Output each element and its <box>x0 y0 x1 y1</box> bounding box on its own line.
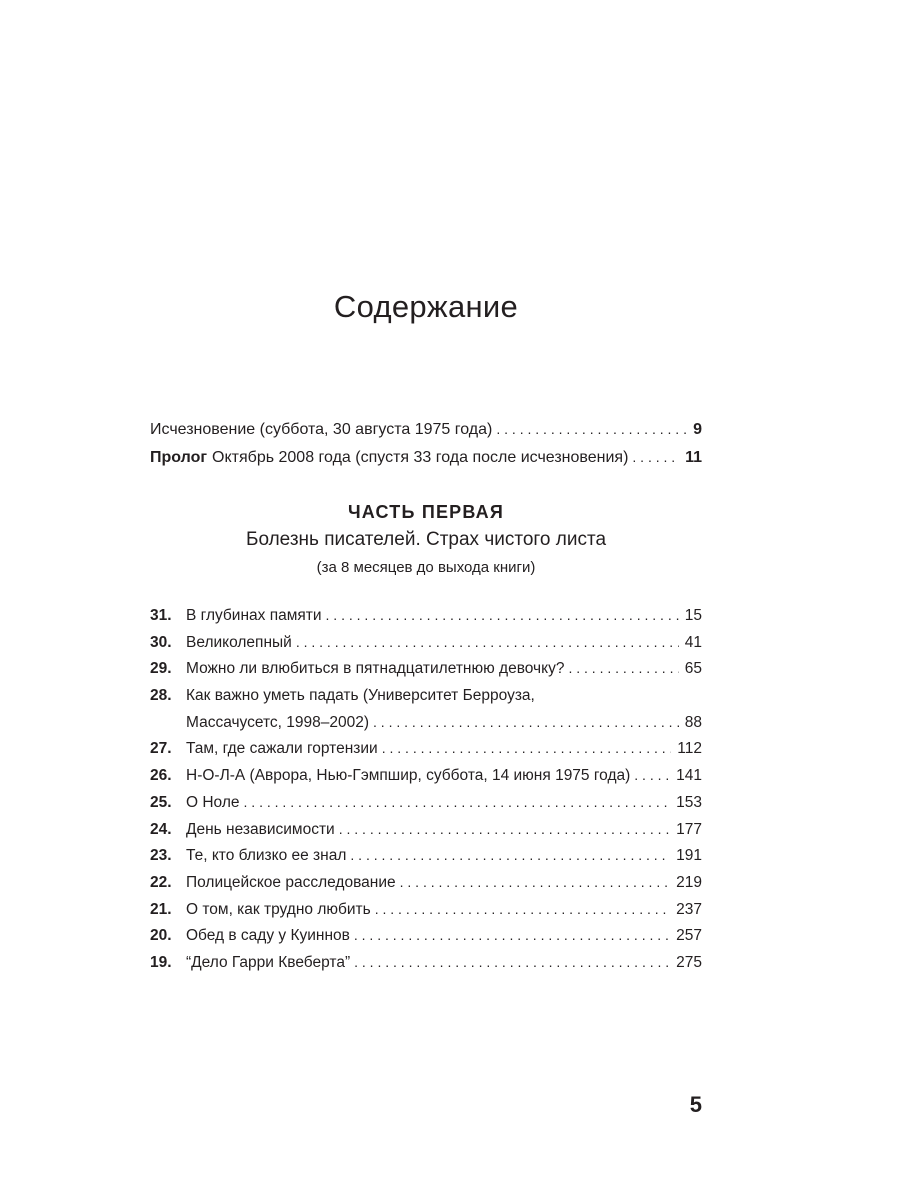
page-number: 5 <box>689 1092 702 1117</box>
chapter-page: 153 <box>676 793 702 811</box>
part-note: (за 8 месяцев до выхода книги) <box>316 559 536 576</box>
chapter-title: В глубинах памяти <box>186 607 322 624</box>
dot-leader <box>296 634 679 650</box>
chapter-number: 22. <box>150 873 172 891</box>
dot-leader <box>373 714 679 730</box>
dot-leader <box>400 874 671 890</box>
chapter-entry <box>150 927 702 954</box>
entry-title: Исчезновение (суббота, 30 августа 1975 года) <box>150 421 493 438</box>
chapter-page: 275 <box>676 953 702 971</box>
front-matter-list <box>150 421 702 477</box>
entry-page: 11 <box>685 449 702 466</box>
dot-leader <box>339 821 670 837</box>
dot-leader <box>496 421 687 437</box>
chapter-number: 26. <box>150 767 172 785</box>
chapter-number: 20. <box>150 927 172 945</box>
chapter-page: 65 <box>684 660 702 678</box>
dot-leader <box>375 901 670 917</box>
chapter-page: 219 <box>676 873 702 891</box>
chapter-entry-continuation <box>150 714 702 741</box>
part-subtitle: Болезнь писателей. Страх чистого листа <box>245 529 607 550</box>
chapter-list <box>150 607 702 981</box>
chapter-page: 191 <box>676 847 702 865</box>
chapter-number: 23. <box>150 847 172 865</box>
part-header <box>150 500 702 580</box>
chapter-title: Там, где сажали гортензии <box>186 740 378 758</box>
chapter-title: “Дело Гарри Квеберта” <box>186 953 351 971</box>
chapter-entry <box>150 767 702 794</box>
chapter-title: День независимости <box>186 820 335 838</box>
chapter-page: 177 <box>676 820 702 838</box>
chapter-title: Полицейское расследование <box>186 873 396 891</box>
chapter-number: 29. <box>150 660 172 678</box>
chapter-page: 15 <box>684 607 702 624</box>
chapter-page: 237 <box>676 900 702 918</box>
chapter-number: 31. <box>150 607 172 624</box>
chapter-entry <box>150 847 702 874</box>
chapter-entry <box>150 954 702 981</box>
chapter-title: Обед в саду у Куиннов <box>186 927 350 945</box>
chapter-title: О том, как трудно любить <box>186 900 371 918</box>
chapter-title: Великолепный <box>186 633 292 651</box>
toc-entry-disappearance <box>150 421 702 449</box>
dot-leader <box>350 847 670 863</box>
chapter-entry <box>150 794 702 821</box>
part-heading: ЧАСТЬ ПЕРВАЯ <box>347 502 505 522</box>
chapter-title: Те, кто близко ее знал <box>186 847 347 865</box>
dot-leader <box>354 954 670 970</box>
dot-leader <box>632 449 679 465</box>
entry-page: 9 <box>693 421 702 438</box>
toc-entry-prologue <box>150 449 702 477</box>
chapter-entry <box>150 634 702 661</box>
chapter-title: Как важно уметь падать (Университет Берроуза, <box>186 687 535 705</box>
chapter-page: 41 <box>684 633 702 651</box>
chapter-entry <box>150 687 702 714</box>
dot-leader <box>244 794 671 810</box>
dot-leader <box>354 927 670 943</box>
chapter-number: 30. <box>150 633 172 651</box>
chapter-page: 257 <box>676 927 702 945</box>
chapter-page: 112 <box>677 740 702 758</box>
chapter-title-continued: Массачусетс, 1998–2002) <box>186 713 370 731</box>
dot-leader <box>634 767 670 783</box>
chapter-page: 141 <box>676 767 702 785</box>
chapter-number: 25. <box>150 793 172 811</box>
chapter-entry <box>150 607 702 634</box>
entry-lead: Пролог <box>150 449 208 466</box>
dot-leader <box>326 607 679 623</box>
dot-leader <box>568 660 678 676</box>
dot-leader <box>382 740 672 756</box>
chapter-entry <box>150 821 702 848</box>
chapter-page: 88 <box>684 713 702 731</box>
chapter-entry <box>150 901 702 928</box>
page-title: Содержание <box>333 288 519 324</box>
chapter-title: О Ноле <box>186 793 240 811</box>
chapter-entry <box>150 874 702 901</box>
chapter-title: Можно ли влюбиться в пятнадцатилетнюю девочку? <box>186 660 565 678</box>
chapter-number: 21. <box>150 900 172 918</box>
chapter-number: 19. <box>150 953 172 971</box>
chapter-number: 24. <box>150 820 172 838</box>
chapter-number: 27. <box>150 740 172 758</box>
chapter-number: 28. <box>150 687 172 705</box>
chapter-entry <box>150 660 702 687</box>
chapter-entry <box>150 740 702 767</box>
chapter-title: Н-О-Л-А (Аврора, Нью-Гэмпшир, суббота, 14 июня 1975 года) <box>186 767 631 785</box>
entry-title: Октябрь 2008 года (спустя 33 года после исчезновения) <box>212 449 629 466</box>
